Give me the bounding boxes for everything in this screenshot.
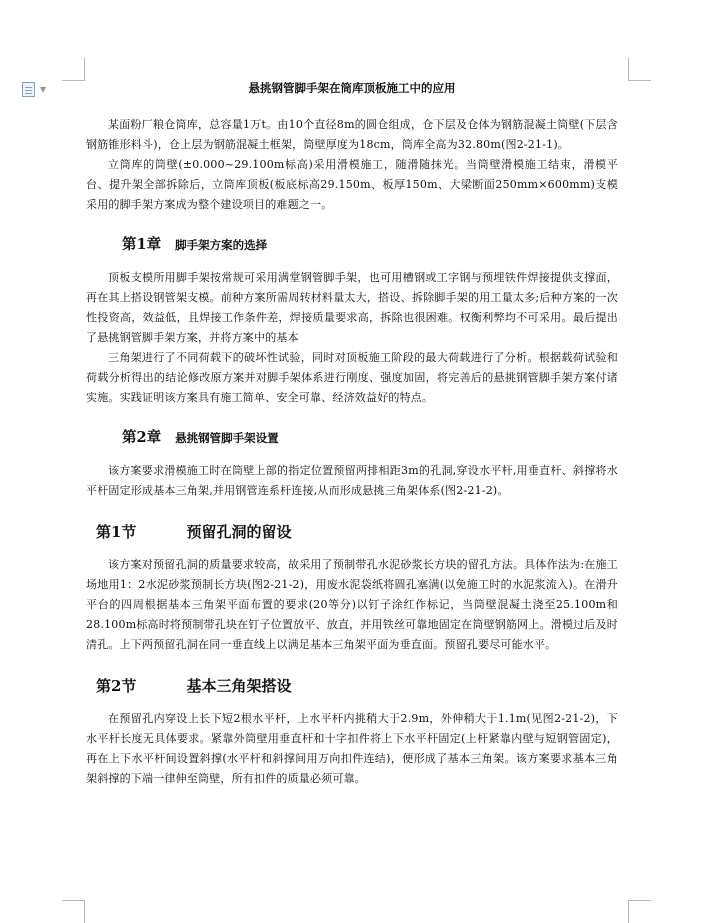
document-title: 悬挑钢管脚手架在筒库顶板施工中的应用: [248, 81, 456, 95]
chapter-2-title: 悬挑钢管脚手架设置: [175, 431, 279, 445]
chapter-2-paragraph-1: 该方案要求滑模施工时在筒壁上部的指定位置预留两排相距3m的孔洞,穿设水平杆,用垂直杆、斜撑将水平杆固定形成基本三角架,并用钢管连系杆连接,从而形成悬挑三角架体系(图2-21-2)。: [86, 464, 618, 497]
section-1-title: 预留孔洞的留设: [186, 523, 292, 541]
document-page: [86, 78, 618, 789]
section-1-paragraph-1: 该方案对预留孔洞的质量要求较高，故采用了预制带孔水泥砂浆长方块的留孔方法。具体作法为:在施工场地用1：2水泥砂浆预制长方块(图2-21-2)，用废水泥袋纸将圆孔塞满(以免施工时的水泥浆流入)。在滑升平台的四周根据基本三角架平面布置的要求(20等分)以钉子涂红作标记，当筒壁混凝土浇至25.100m和28.100m标高时将预制带孔块在钉子位置放平、放直，并用铁丝可靠地固定在筒壁钢筋网上。滑模过后及时清孔。上下两预留孔洞在同一垂直线上以满足基本三角架平面为垂直面。预留孔要尽可能水平。: [86, 558, 618, 651]
intro-paragraph-1: 某面粉厂粮仓筒库，总容量1万t。由10个直径8m的圆仓组成，仓下层及仓体为钢筋混凝土筒壁(下层含钢筋锥形料斗)，仓上层为钢筋混凝土框架，筒壁厚度为18cm，筒库全高为32.80m(图2-21-1)。: [86, 118, 618, 151]
section-2-title: 基本三角架搭设: [186, 677, 292, 695]
chapter-1-paragraph-2: 三角架进行了不同荷载下的破坏性试验，同时对顶板施工阶段的最大荷载进行了分析。根据载荷试验和荷载分析得出的结论修改原方案并对脚手架体系进行刚度、强度加固，将完善后的悬挑钢管脚手架方案付诸实施。实践证明该方案具有施工简单、安全可靠、经济效益好的特点。: [86, 351, 618, 404]
chapter-1-title: 脚手架方案的选择: [175, 238, 268, 252]
section-2-number: 第2节: [96, 677, 137, 695]
section-2-paragraph-1: 在预留孔内穿设上长下短2根水平杆，上水平杆内挑稍大于2.9m，外伸稍大于1.1m(见图2-21-2)，下水平杆长度无具体要求。紧靠外筒壁用垂直杆和十字扣件将上下水平杆固定(上杆紧靠内壁与短钢管固定)，再在上下水平杆间设置斜撑(水平杆和斜撑间用万向扣件连结)，便形成了基本三角架。该方案要求基本三角架斜撑的下端一律伸至筒壁，所有扣件的质量必须可靠。: [86, 712, 618, 785]
section-2-heading: [96, 673, 618, 699]
section-1-heading: [96, 519, 618, 545]
chapter-1-paragraph-1: 顶板支模所用脚手架按常规可采用满堂钢管脚手架，也可用槽钢或工字钢与预埋铁件焊接提供支撑面，再在其上搭设钢管架支模。前种方案所需周转材料量太大，搭设、拆除脚手架的用工量太多;后种方案的一次性投资高，效益低，且焊接工作条件差，焊接质量要求高，拆除也很困难。权衡利弊均不可采用。最后提出了悬挑钢管脚手架方案，并将方案中的基本: [86, 271, 618, 344]
page-corner-bottom-left: [62, 900, 85, 923]
chapter-1-heading: [122, 233, 618, 258]
intro-paragraph-2: 立筒库的筒壁(±0.000~29.100m标高)采用滑模施工，随滑随抹光。当筒壁滑模施工结束，滑模平台、提升架全部拆除后，立筒库顶板(板底标高29.150m、板厚150m、大梁断面250mm×600mm)支模采用的脚手架方案成为整个建设项目的难题之一。: [86, 158, 618, 211]
chevron-down-icon[interactable]: ▼: [40, 85, 47, 94]
page-corner-bottom-right: [628, 900, 651, 923]
page-corner-top-left: [62, 58, 85, 81]
chapter-2-number: 第2章: [122, 429, 162, 446]
page-corner-top-right: [628, 58, 651, 81]
chapter-2-heading: [122, 426, 618, 451]
document-icon[interactable]: [22, 82, 35, 97]
section-1-number: 第1节: [96, 523, 137, 541]
chapter-1-number: 第1章: [122, 236, 162, 253]
